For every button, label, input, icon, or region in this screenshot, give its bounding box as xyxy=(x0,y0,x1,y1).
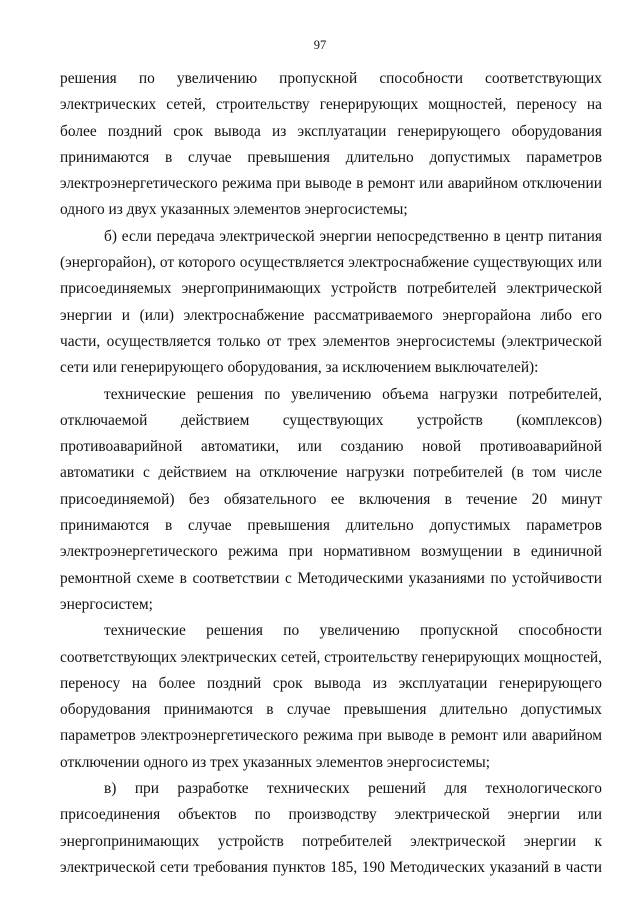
body-text xyxy=(60,66,602,881)
paragraph-continuation: решения по увеличению пропускной способности соответствующих электрических сетей, строительству генерирующих мощностей, переносу на более поздний срок вывода из эксплуатации генерирующего оборудования принимаются в случае превышения длительно допустимых параметров электроэнергетического режима при выводе в ремонт или аварийном отключении одного из двух указанных элементов энергосистемы; xyxy=(60,70,602,219)
paragraph-technical-solutions-automation: технические решения по увеличению объема нагрузки потребителей, отключаемой действием существующих устройств (комплексов) противоаварийной автоматики, или созданию новой противоаварийной автоматики с действием на отключение нагрузки потребителей (в том числе присоединяемой) без обязательного ее включения в течение 20 минут принимаются в случае превышения длительно допустимых параметров электроэнергетического режима при нормативном возмущении в единичной ремонтной схеме в соответствии с Методическими указаниями по устойчивости энергосистем; xyxy=(60,385,602,613)
paragraph-technical-solutions-capacity: технические решения по увеличению пропускной способности соответствующих электрических сетей, строительству генерирующих мощностей, переносу на более поздний срок вывода из эксплуатации генерирующего оборудования принимаются в случае превышения длительно допустимых параметров электроэнергетического режима при выводе в ремонт или аварийном отключении одного из трех указанных элементов энергосистемы; xyxy=(60,622,602,771)
paragraph-item-v: в) при разработке технических решений для технологического присоединения объектов по производству электрической энергии или энергопринимающих устройств потребителей электрической энергии к электрической сети требования пунктов 185, 190 Методических указаний в части xyxy=(60,780,602,876)
page-number: 97 xyxy=(313,38,327,52)
paragraph-item-b: б) если передача электрической энергии непосредственно в центр питания (энергорайон), от которого осуществляется электроснабжение существующих или присоединяемых энергопринимающих устройств потребителей электрической энергии и (или) электроснабжение рассматриваемого энергорайона либо его части, осуществляется только от трех элементов энергосистемы (электрической сети или генерирующего оборудования, за исключением выключателей): xyxy=(60,227,602,377)
